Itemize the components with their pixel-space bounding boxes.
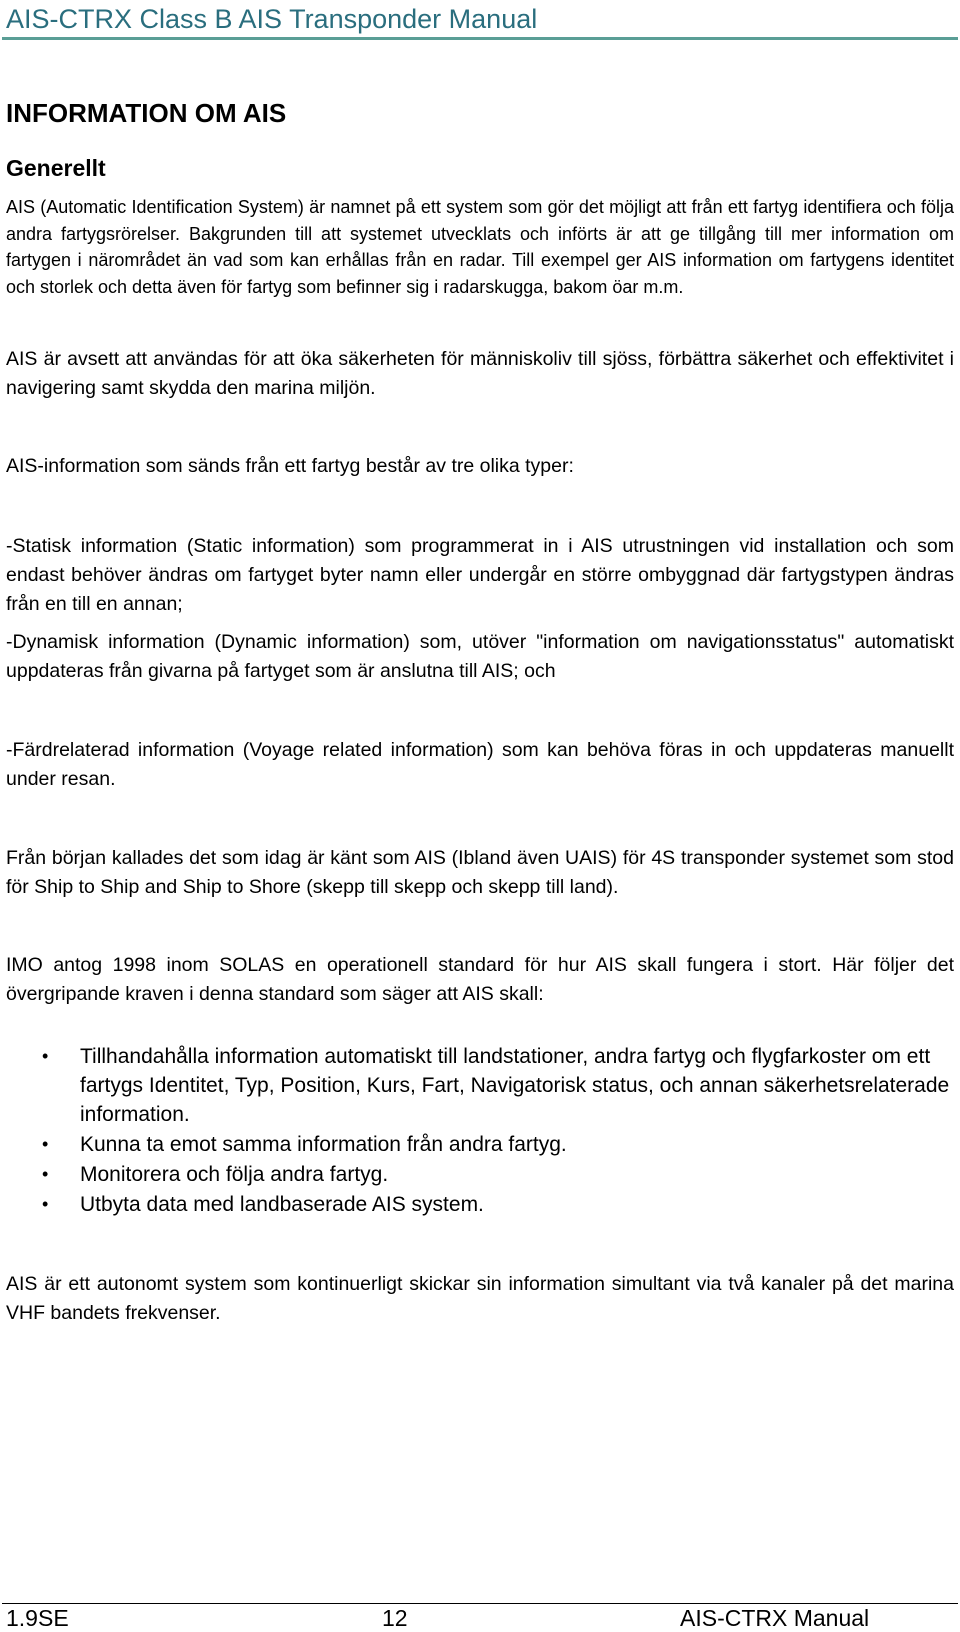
list-item — [6, 1190, 954, 1219]
header-title: AIS-CTRX Class B AIS Transponder Manual — [6, 4, 538, 34]
bullet-icon: • — [42, 1046, 49, 1066]
paragraph-static-info: -Statisk information (Static information) som programmerat in i AIS utrustningen vid installation och som endast behöver ändras om fartyget byter namn eller undergår en större ombyggnad där fartygstypen ändras från en till en annan; — [6, 535, 954, 615]
page-header — [0, 0, 960, 40]
paragraph-purpose: AIS är avsett att användas för att öka säkerheten för människoliv till sjöss, förbättra säkerhet och effektivitet i navigering samt skydda den marina miljön. — [6, 348, 954, 399]
paragraph-history: Från början kallades det som idag är känt som AIS (Ibland även UAIS) för 4S transponder systemet som stod för Ship to Ship and Ship to Shore (skepp till skepp och skepp till land). — [6, 847, 954, 898]
list-item — [6, 1042, 954, 1129]
bullet-icon: • — [42, 1194, 49, 1214]
footer-rule — [2, 1603, 958, 1604]
list-item — [6, 1160, 954, 1189]
list-item-text: Monitorera och följa andra fartyg. — [80, 1163, 389, 1186]
list-item-text: Utbyta data med landbaserade AIS system. — [80, 1193, 484, 1216]
footer-manual-name: AIS-CTRX Manual — [680, 1605, 870, 1631]
paragraph-closing: AIS är ett autonomt system som kontinuerligt skickar sin information simultant via två kanaler på det marina VHF bandets frekvenser. — [6, 1273, 954, 1324]
list-item-text: Kunna ta emot samma information från andra fartyg. — [80, 1133, 567, 1156]
header-rule — [2, 37, 958, 40]
paragraph-types-intro: AIS-information som sänds från ett fartyg består av tre olika typer: — [6, 455, 574, 477]
subsection-title: Generellt — [6, 155, 106, 181]
footer-version: 1.9SE — [6, 1605, 69, 1631]
footer-page-number: 12 — [382, 1605, 408, 1631]
requirements-list — [6, 1042, 954, 1219]
list-item — [6, 1130, 954, 1159]
bullet-icon: • — [42, 1134, 49, 1154]
page-footer — [0, 1605, 960, 1632]
paragraph-imo: IMO antog 1998 inom SOLAS en operationell standard för hur AIS skall fungera i stort. Här följer det övergripande kraven i denna standard som säger att AIS skall: — [6, 954, 954, 1005]
paragraph-intro: AIS (Automatic Identification System) är namnet på ett system som gör det möjligt att från ett fartyg identifiera och följa andra fartygsrörelser. Bakgrunden till att systemet utvecklats och införts är att ge tillgång till mer information om fartygen i närområdet än vad som kan erhållas från en radar. Till exempel ger AIS information om fartygens identitet och storlek och detta även för fartyg som befinner sig i radarskugga, bakom öar m.m. — [6, 197, 954, 297]
bullet-icon: • — [42, 1164, 49, 1184]
list-item-text: Tillhandahålla information automatiskt till landstationer, andra fartyg och flygfarkoster om ett fartygs Identitet, Typ, Position, Kurs, Fart, Navigatorisk status, och annan säkerhetsrelaterade information. — [80, 1045, 950, 1126]
section-title: INFORMATION OM AIS — [6, 98, 287, 128]
paragraph-voyage-info: -Färdrelaterad information (Voyage related information) som kan behöva föras in och uppdateras manuellt under resan. — [6, 739, 954, 790]
page-content — [6, 98, 954, 1328]
paragraph-dynamic-info: -Dynamisk information (Dynamic information) som, utöver "information om navigationsstatus" automatiskt uppdateras från givarna på fartyget som är anslutna till AIS; och — [6, 631, 954, 682]
